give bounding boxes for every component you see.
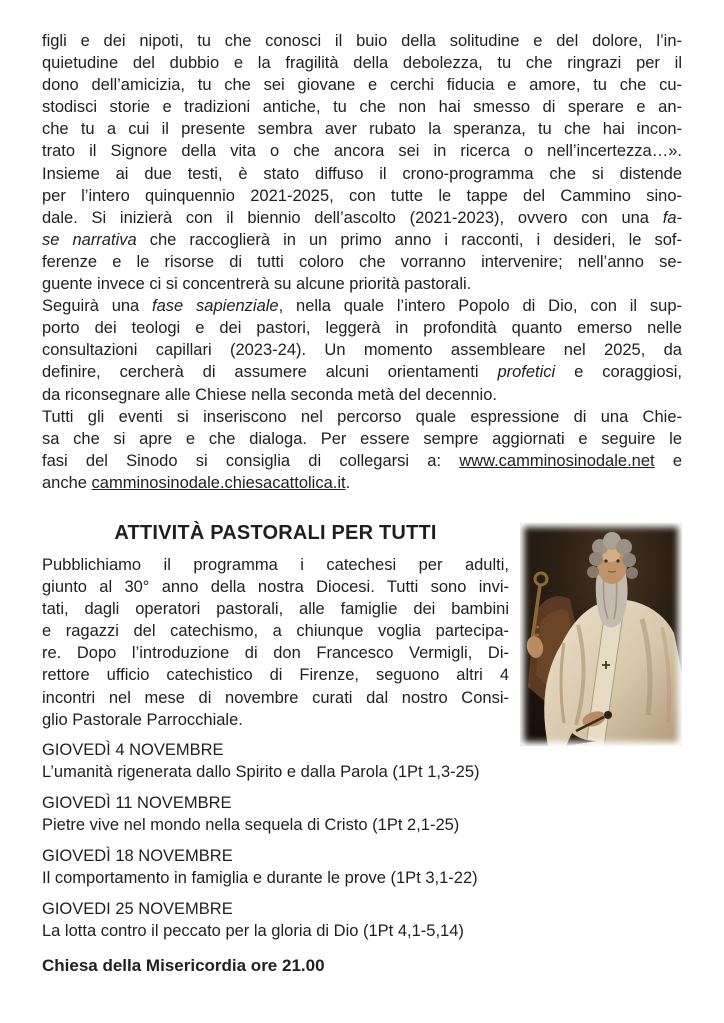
- event-topic: Pietre vive nel mondo nella sequela di Cristo (1Pt 2,1-25): [42, 816, 460, 834]
- text-line: Insieme ai due testi, è stato diffuso il crono-programma che si distende: [42, 164, 682, 183]
- text-line: figli e dei nipoti, tu che conosci il buio della solitudine e del dolore, l’in-: [42, 32, 682, 50]
- event-item: [42, 792, 682, 836]
- link-camminosinodale-chiesacattolica[interactable]: camminosinodale.chiesacattolica.it: [91, 473, 346, 492]
- text-line: incontri nel mese di novembre curati dal nostro Consi-: [42, 688, 509, 707]
- intro-paragraphs: [42, 30, 682, 494]
- saint-peter-painting: [520, 523, 682, 746]
- text-line: tati, dagli operatori pastorali, alle famiglie dei bambini: [42, 600, 509, 619]
- text-line: sa che si apre e che dialoga. Per essere sempre aggiornati e seguire le: [42, 429, 682, 448]
- text-line: Seguirà una fase sapienziale, nella quale l’intero Popolo di Dio, con il sup-: [42, 297, 682, 316]
- text-line: consultazioni capillari (2023-24). Un momento assembleare nel 2025, da: [42, 341, 682, 360]
- event-date: GIOVEDÌ 4 NOVEMBRE: [42, 740, 224, 759]
- text-line: stodisci storie e tradizioni antiche, tu che non hai smesso di sperare e an-: [42, 98, 682, 117]
- text-line: e ragazzi del catechismo, a chiunque voglia partecipa-: [42, 622, 509, 641]
- event-item: [42, 898, 682, 942]
- text-line: definire, cercherà di assumere alcuni orientamenti profetici e coraggiosi,: [42, 363, 682, 382]
- event-date: GIOVEDÌ 11 NOVEMBRE: [42, 793, 232, 812]
- text-line: guente invece ci si concentrerà su alcune priorità pastorali.: [42, 275, 472, 294]
- event-topic: La lotta contro il peccato per la gloria di Dio (1Pt 4,1-5,14): [42, 922, 464, 941]
- text-line: anche camminosinodale.chiesacattolica.it.: [42, 473, 351, 492]
- location-time-note: Chiesa della Misericordia ore 21.00: [42, 956, 325, 976]
- text-line: ferenze e le risorse di tutti coloro che vorranno intervenire; nell’anno se-: [42, 252, 682, 271]
- text-line: porto dei teologi e dei pastori, leggerà in profondità quanto emerso nelle: [42, 319, 682, 338]
- link-camminosinodale-net[interactable]: www.camminosinodale.net: [459, 451, 655, 470]
- text-line: che tu a cui il presente sembra aver rubato la speranza, tu che hai incon-: [42, 120, 682, 139]
- section-title: ATTIVITÀ PASTORALI PER TUTTI: [114, 521, 437, 544]
- text-line: glio Pastorale Parrocchiale.: [42, 710, 243, 729]
- text-line: Pubblichiamo il programma i catechesi per adulti,: [42, 555, 509, 574]
- text-line: dono dell’amicizia, tu che sei giovane e cerchi fiducia e amore, tu che cu-: [42, 76, 682, 95]
- text-line: Tutti gli eventi si inseriscono nel percorso quale espressione di una Chie-: [42, 407, 682, 426]
- event-item: [42, 845, 682, 889]
- event-date: GIOVEDI 25 NOVEMBRE: [42, 900, 233, 919]
- text-line: re. Dopo l’introduzione di don Francesco Vermigli, Di-: [42, 644, 509, 663]
- text-line: rettore ufficio catechistico di Firenze, seguono altri 4: [42, 666, 509, 685]
- text-line: dale. Si inizierà con il biennio dell’ascolto (2021-2023), ovvero con una fa-: [42, 208, 682, 227]
- text-line: da riconsegnare alle Chiese nella seconda metà del decennio.: [42, 385, 497, 404]
- events-list: [42, 739, 682, 943]
- event-topic: L’umanità rigenerata dallo Spirito e dalla Parola (1Pt 1,3-25): [42, 762, 480, 781]
- text-line: trato il Signore della vita o che ancora sei in ricerca o nell’incertezza…».: [42, 142, 682, 161]
- text-line: fasi del Sinodo si consiglia di collegarsi a: www.camminosinodale.net e: [42, 451, 682, 470]
- event-date: GIOVEDÌ 18 NOVEMBRE: [42, 847, 233, 866]
- section-attivita-pastorali: [42, 521, 682, 978]
- text-line: se narrativa che raccoglierà in un primo anno i racconti, i desideri, le sof-: [42, 230, 682, 249]
- event-topic: Il comportamento in famiglia e durante le prove (1Pt 3,1-22): [42, 869, 478, 888]
- text-line: giunto al 30° anno della nostra Diocesi. Tutti sono invi-: [42, 578, 509, 597]
- text-line: quietudine del dubbio e la fragilità della debolezza, tu che ringrazi per il: [42, 54, 682, 73]
- text-line: per l’intero quinquennio 2021-2025, con tutte le tappe del Cammino sino-: [42, 186, 682, 205]
